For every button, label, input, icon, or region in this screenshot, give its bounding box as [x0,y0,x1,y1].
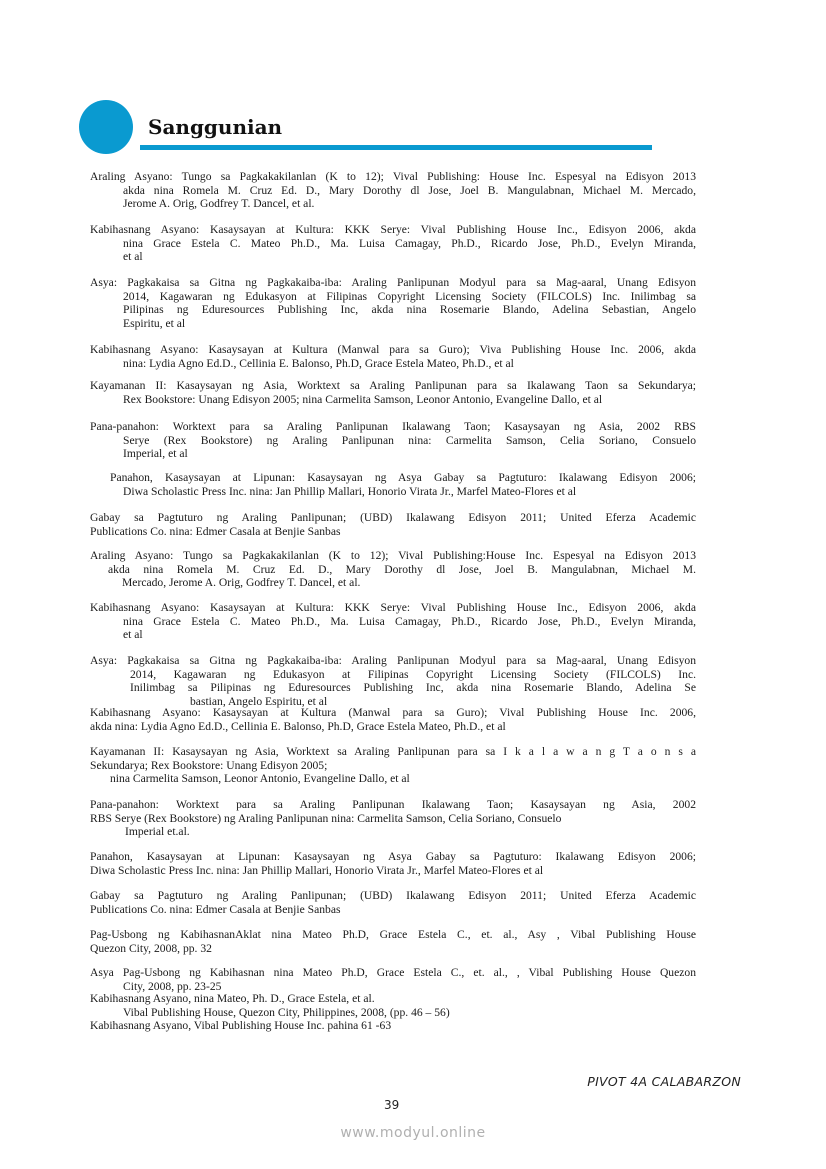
reference-entry-line: Kabihasnang Asyano: Kasaysayan at Kultura: KKK Serye: Vival Publishing House Inc., Edisyon 2006, akda [90,223,696,236]
reference-entry-line: Kabihasnang Asyano: Kasaysayan at Kultura (Manwal para sa Guro); Vival Publishing House Inc. 2006, [90,706,696,719]
reference-entry-line: nina Grace Estela C. Mateo Ph.D., Ma. Luisa Camagay, Ph.D., Ricardo Jose, Ph.D., Evelyn Miranda, [123,236,696,250]
reference-entry-line: Panahon, Kasaysayan at Lipunan: Kasaysayan ng Asya Gabay sa Pagtuturo: Ikalawang Edisyon 2006; [90,850,696,863]
reference-entry-line: nina Carmelita Samson, Leonor Antonio, Evangeline Dallo, et al [110,772,410,786]
reference-entry-line: Imperial et.al. [125,825,190,839]
reference-entry-line: Publications Co. nina: Edmer Casala at Benjie Sanbas [90,902,341,916]
reference-entry-line: Inilimbag sa Pilipinas ng Eduresources Publishing Inc, akda nina Rosemarie Blando, Adelina Se [130,681,696,695]
reference-entry-line: Asya: Pagkakaisa sa Gitna ng Pagkakaiba-iba: Araling Panlipunan Modyul para sa Mag-aaral, Unang Edisyon [90,654,696,667]
reference-entry-line: Kayamanan II: Kasaysayan ng Asia, Worktext sa Araling Panlipunan para sa Ikalawang Taon sa Sekundarya; [90,379,696,392]
reference-entry-line: Diwa Scholastic Press Inc. nina: Jan Phillip Mallari, Honorio Virata Jr., Marfel Mateo-Flores et al [123,484,577,498]
reference-entry-line: Kabihasnang Asyano: Kasaysayan at Kultura (Manwal para sa Guro); Viva Publishing House Inc. 2006, akda [90,343,696,356]
reference-entry-line: RBS Serye (Rex Bookstore) ng Araling Panlipunan nina: Carmelita Samson, Celia Soriano, Consuelo [90,811,562,825]
reference-entry-line: Asya: Pagkakaisa sa Gitna ng Pagkakaiba-iba: Araling Panlipunan Modyul para sa Mag-aaral, Unang Edisyon [90,276,696,289]
reference-entry-line: Pana-panahon: Worktext para sa Araling Panlipunan Ikalawang Taon; Kasaysayan ng Asia, 2002 RBS [90,420,696,433]
reference-entry-line: 2014, Kagawaran ng Edukasyon at Filipinas Copyright Licensing Society (FILCOLS) Inc. Inilimbag sa [123,289,696,303]
reference-entry-line: akda nina: Lydia Agno Ed.D., Cellinia E. Balonso, Ph.D, Grace Estela Mateo, Ph.D., et al [90,719,506,733]
reference-entry-line: akda nina Romela M. Cruz Ed. D., Mary Dorothy dl Jose, Joel B. Mangulabnan, Michael M. Mercado, [123,183,696,197]
reference-entry-line: Gabay sa Pagtuturo ng Araling Panlipunan; (UBD) Ikalawang Edisyon 2011; United Eferza Academic [90,889,696,902]
reference-entry-line: Espiritu, et al [123,316,186,330]
reference-entry-line: bastian, Angelo Espiritu, et al [190,694,328,708]
reference-entry-line: nina: Lydia Agno Ed.D., Cellinia E. Balonso, Ph.D, Grace Estela Mateo, Ph.D., et al [123,356,514,370]
reference-entry-line: Pag-Usbong ng KabihasnanAklat nina Mateo Ph.D, Grace Estela C., et. al., Asy , Vibal Publishing House [90,928,696,941]
reference-entry-line: Pilipinas ng Eduresources Publishing Inc, akda nina Rosemarie Blando, Adelina Sebastian, Angelo [123,303,696,317]
page-number: 39 [384,1098,400,1112]
reference-entry-line: Quezon City, 2008, pp. 32 [90,941,212,955]
reference-entry-line: Publications Co. nina: Edmer Casala at Benjie Sanbas [90,524,341,538]
reference-entry-line: Jerome A. Orig, Godfrey T. Dancel, et al. [123,197,315,211]
reference-entry-line: City, 2008, pp. 23-25 [123,979,222,993]
title-underline [140,145,652,150]
reference-entry-line: Araling Asyano: Tungo sa Pagkakakilanlan (K to 12); Vival Publishing: House Inc. Espesyal na Edisyon 2013 [90,170,696,183]
reference-entry-line: Vibal Publishing House, Quezon City, Philippines, 2008, (pp. 46 – 56) [123,1005,450,1019]
reference-entry-line: 2014, Kagawaran ng Edukasyon at Filipinas Copyright Licensing Society (FILCOLS) Inc. [130,667,696,681]
reference-entry-line: Kabihasnang Asyano: Kasaysayan at Kultura: KKK Serye: Vival Publishing House Inc., Edisyon 2006, akda [90,601,696,614]
reference-entry-line: Araling Asyano: Tungo sa Pagkakakilanlan (K to 12); Vival Publishing:House Inc. Espesyal na Edisyon 2013 [90,549,696,562]
reference-entry-line: Panahon, Kasaysayan at Lipunan: Kasaysayan ng Asya Gabay sa Pagtuturo: Ikalawang Edisyon 2006; [110,471,696,484]
reference-entry-line: Sekundarya; Rex Bookstore: Unang Edisyon 2005; [90,758,328,772]
reference-entry-line: akda nina Romela M. Cruz Ed. D., Mary Dorothy dl Jose, Joel B. Mangulabnan, Michael M. [108,562,696,576]
reference-entry-line: Diwa Scholastic Press Inc. nina: Jan Phillip Mallari, Honorio Virata Jr., Marfel Mateo-Flores et al [90,863,544,877]
watermark: www.modyul.online [340,1125,486,1141]
footer-brand: PIVOT 4A CALABARZON [587,1074,741,1089]
reference-entry-line: Rex Bookstore: Unang Edisyon 2005; nina Carmelita Samson, Leonor Antonio, Evangeline Dallo, et al [123,392,603,406]
reference-entry-line: Mercado, Jerome A. Orig, Godfrey T. Dancel, et al. [122,576,361,590]
reference-entry-line: Kabihasnang Asyano, nina Mateo, Ph. D., Grace Estela, et al. [90,992,375,1005]
reference-entry-line: Serye (Rex Bookstore) ng Araling Panlipunan nina: Carmelita Samson, Celia Soriano, Consuelo [123,433,696,447]
reference-entry-line: Gabay sa Pagtuturo ng Araling Panlipunan; (UBD) Ikalawang Edisyon 2011; United Eferza Academic [90,511,696,524]
page-title: Sanggunian [148,115,283,139]
section-bullet-circle [79,100,133,154]
reference-entry-line: et al [123,250,143,264]
reference-entry-line: Pana-panahon: Worktext para sa Araling Panlipunan Ikalawang Taon; Kasaysayan ng Asia, 2002 [90,798,696,811]
reference-entry-line: Asya Pag-Usbong ng Kabihasnan nina Mateo Ph.D, Grace Estela C., et. al., , Vibal Publishing House Quezon [90,966,696,979]
reference-entry-line: Kabihasnang Asyano, Vibal Publishing House Inc. pahina 61 -63 [90,1019,392,1032]
reference-entry-line: et al [123,628,143,642]
reference-entry-line: nina Grace Estela C. Mateo Ph.D., Ma. Luisa Camagay, Ph.D., Ricardo Jose, Ph.D., Evelyn Miranda, [123,614,696,628]
reference-entry-line: Imperial, et al [123,447,188,461]
reference-entry-line: Kayamanan II: Kasaysayan ng Asia, Worktext sa Araling Panlipunan para sa I k a l a w a n g T a o n s a [90,745,696,758]
